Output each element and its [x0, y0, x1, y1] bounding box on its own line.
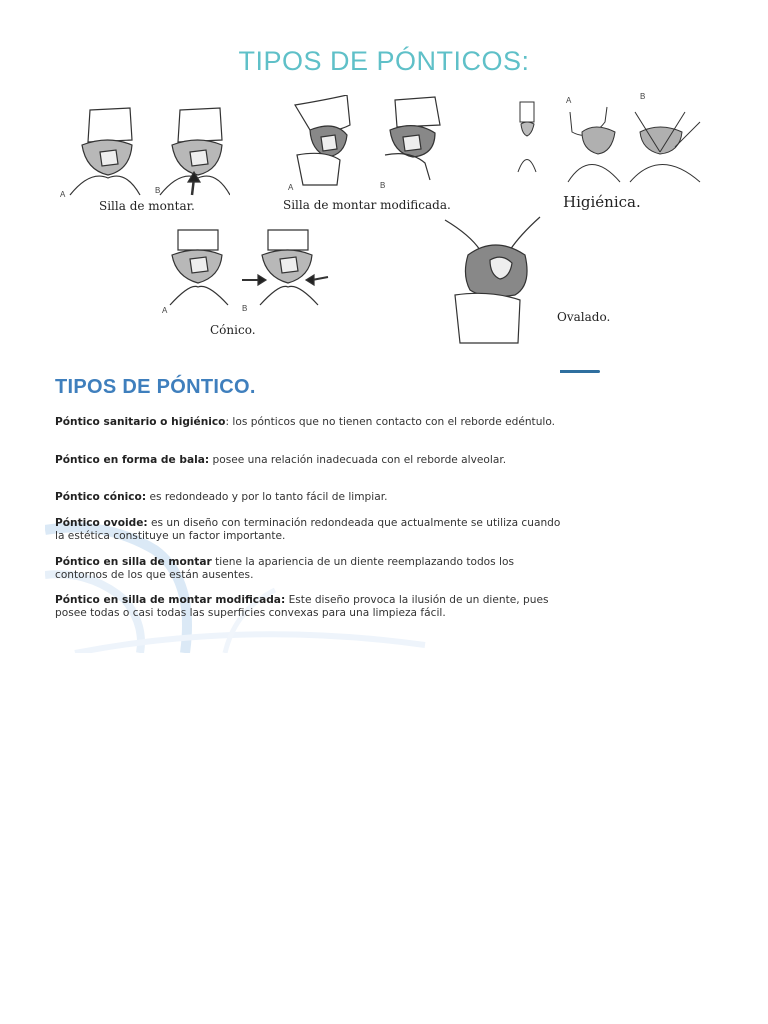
- figure-higienica: [510, 92, 715, 187]
- figure-letter-a: A: [162, 306, 168, 315]
- figure-ovalado: [440, 215, 550, 345]
- definition-term: Póntico en silla de montar modificada:: [55, 594, 286, 606]
- definition-term: Póntico cónico:: [55, 491, 147, 503]
- definition-item: [55, 594, 560, 620]
- figure-letter-b: B: [380, 181, 386, 190]
- pontic-diagram-ovate: [440, 215, 550, 345]
- figure-silla-de-montar: [60, 100, 230, 200]
- definition-term: Póntico en silla de montar: [55, 556, 212, 568]
- definition-term: Póntico sanitario o higiénico: [55, 416, 226, 428]
- definition-item: [55, 491, 560, 504]
- definition-item: [55, 556, 560, 582]
- pontic-diagram-saddle: [60, 100, 230, 200]
- ponticos-info-panel: [45, 370, 560, 653]
- figure-letter-a: A: [288, 183, 294, 192]
- definition-text: los pónticos que no tienen contacto con el reborde edéntulo.: [232, 416, 556, 428]
- figure-letter-b: B: [242, 304, 248, 313]
- caption-higienica: Higiénica.: [563, 193, 641, 211]
- pontic-diagram-conical: [150, 225, 330, 315]
- caption-silla-de-montar: Silla de montar.: [99, 199, 195, 213]
- panel-heading: TIPOS DE PÓNTICO.: [55, 376, 256, 398]
- figure-conico: [150, 225, 330, 315]
- definition-text: Este diseño provoca la ilusión de un diente, pues posee todas o casi todas las superficies convexas para una limpieza fácil.: [55, 594, 549, 619]
- definition-text: es un diseño con terminación redondeada que actualmente se utiliza cuando la estética constituye un factor importante.: [55, 517, 560, 542]
- definition-separator: :: [225, 416, 233, 428]
- definition-term: Póntico ovoide:: [55, 517, 148, 529]
- caption-silla-modificada: Silla de montar modificada.: [283, 198, 451, 212]
- pontic-diagram-modified-saddle: [285, 95, 455, 195]
- figure-letter-a: A: [566, 96, 572, 105]
- definition-item: [55, 517, 560, 543]
- definition-item: [55, 416, 560, 429]
- figure-silla-modificada: [285, 95, 455, 195]
- caption-ovalado: Ovalado.: [557, 310, 611, 324]
- caption-conico: Cónico.: [210, 323, 256, 337]
- definition-text: tiene la apariencia de un diente reemplazando todos los contornos de los que están ausentes.: [55, 556, 514, 581]
- definition-item: [55, 454, 560, 467]
- definition-text: es redondeado y por lo tanto fácil de limpiar.: [149, 491, 388, 503]
- figure-letter-b: B: [155, 186, 161, 195]
- figure-letter-b: B: [640, 92, 646, 101]
- page-title: TIPOS DE PÓNTICOS:: [238, 46, 530, 76]
- figure-letter-a: A: [60, 190, 66, 199]
- definition-term: Póntico en forma de bala:: [55, 454, 210, 466]
- definition-text: posee una relación inadecuada con el reborde alveolar.: [212, 454, 507, 466]
- pontic-diagram-hygienic: [510, 92, 715, 187]
